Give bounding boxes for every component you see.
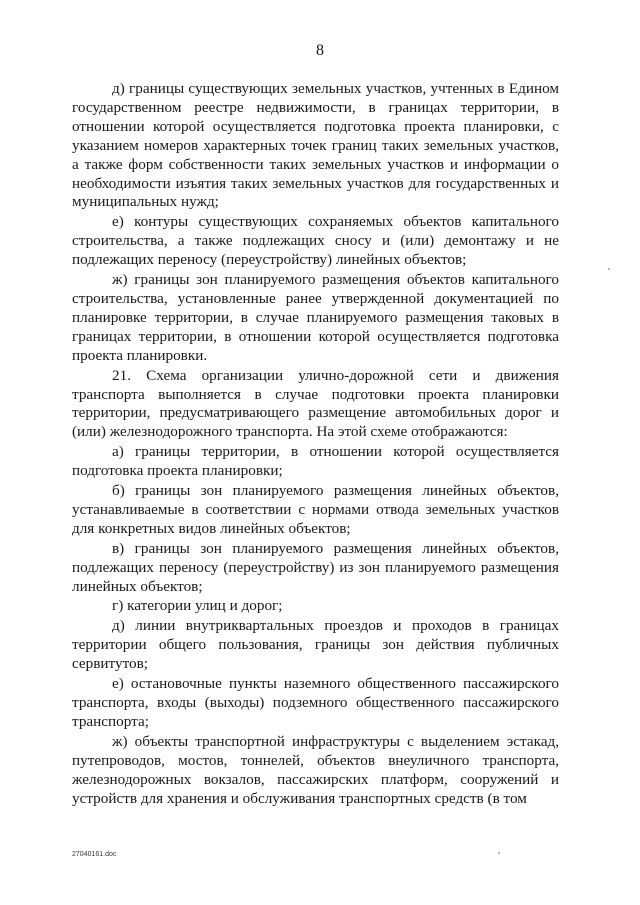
- paragraph-e-capital-construction-contours: е) контуры существующих сохраняемых объектов капитального строительства, а также подлежащих сносу и (или) демонтажу и не подлежащих переносу (переустройству) линейных объектов;: [72, 213, 559, 269]
- paragraph-zh-transport-infrastructure: ж) объекты транспортной инфраструктуры с выделением эстакад, путепроводов, мостов, тоннелей, объектов внеуличного транспорта, железнодорожных вокзалов, пассажирских платформ, сооружений и устройств для хранения и обслуживания транспортных средств (в том: [72, 732, 559, 807]
- footer-document-code: 27040161.doc: [72, 851, 117, 858]
- paragraph-e-public-transport-stops: е) остановочные пункты наземного общественного пассажирского транспорта, входы (выходы) подземного общественного пассажирского транспорта;: [72, 675, 559, 730]
- paragraph-d-existing-land-plots: д) границы существующих земельных участков, учтенных в Едином государственном реестре недвижимости, в границах территории, в отношении которой осуществляется подготовка проекта планировки, с указанием номеров характерных точек границ таких земельных участков, а также форм собственности таких земельных участков и информации о необходимости изъятия таких земельных участков для государственных и муниципальных нужд;: [72, 80, 559, 211]
- scan-speck: [498, 852, 500, 854]
- scan-speck: [608, 268, 610, 270]
- paragraph-21-street-road-network-scheme: 21. Схема организации улично-дорожной сети и движения транспорта выполняется в случае подготовки проекта планировки территории, предусматривающего размещение автомобильных дорог и (или) железнодорожного транспорта. На этой схеме отображаются:: [72, 366, 559, 441]
- paragraph-g-street-categories: г) категории улиц и дорог;: [112, 597, 283, 615]
- paragraph-d-intra-block-passages: д) линии внутриквартальных проездов и проходов в границах территории общего пользования, границы зон действия публичных сервитутов;: [72, 617, 559, 673]
- paragraph-a-territory-borders: а) границы территории, в отношении которой осуществляется подготовка проекта планировки;: [72, 443, 559, 480]
- paragraph-zh-planned-placement-zones: ж) границы зон планируемого размещения объектов капитального строительства, установленные ранее утвержденной документацией по планировке территории, в случае планируемого размещения таковых в границах территории, в отношении которой осуществляется подготовка проекта планировки.: [72, 271, 559, 364]
- page-number: 8: [316, 42, 324, 59]
- paragraph-v-relocated-linear-objects: в) границы зон планируемого размещения линейных объектов, подлежащих переносу (переустройству) из зон планируемого размещения линейных объектов;: [72, 539, 559, 595]
- document-body: [72, 80, 559, 809]
- paragraph-b-linear-object-zones: б) границы зон планируемого размещения линейных объектов, устанавливаемые в соответствии с нормами отвода земельных участков для конкретных видов линейных объектов;: [72, 482, 559, 537]
